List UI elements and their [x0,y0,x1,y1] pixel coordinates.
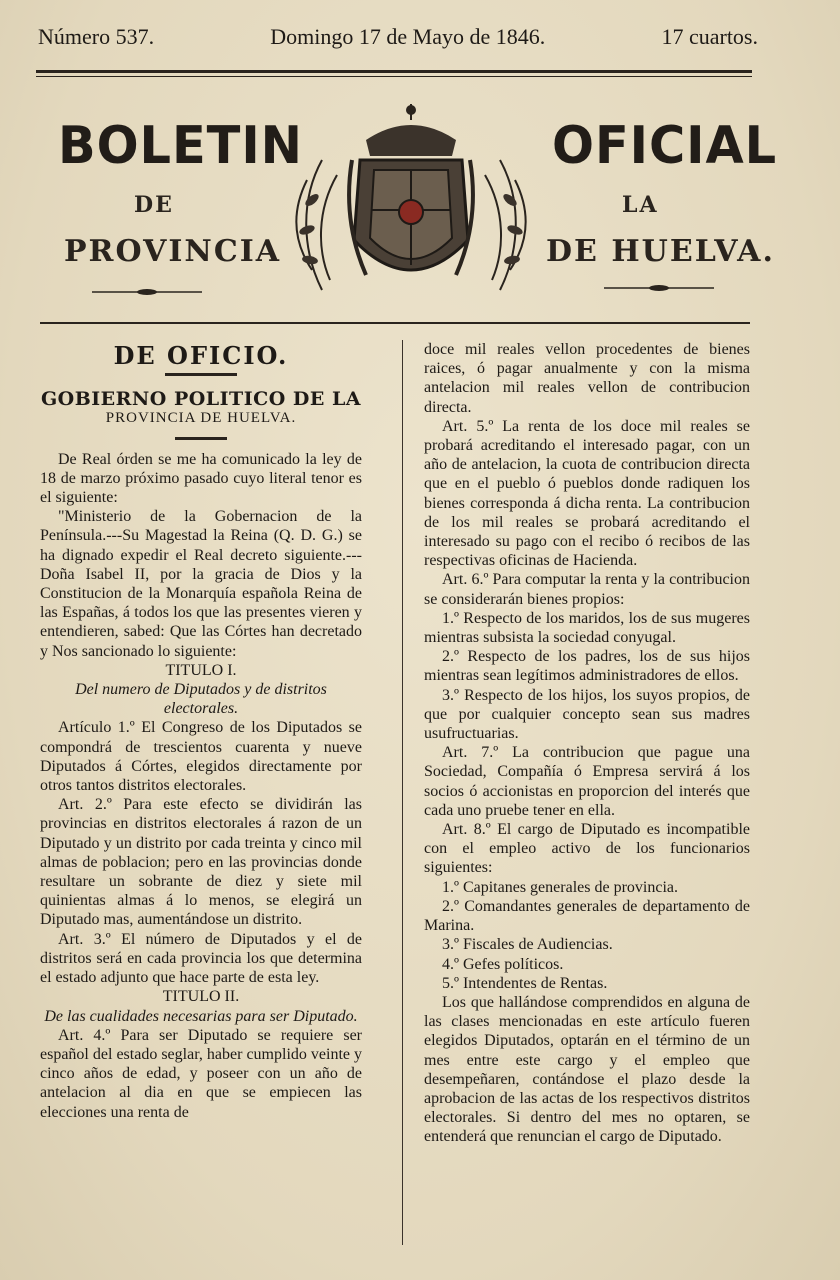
article-8: Art. 8.º El cargo de Diputado es incompatible con el empleo activo de los funcionarios siguientes: [424,821,750,877]
article-6-item-2: 2.º Respecto de los padres, los de sus hijos mientras sean legítimos administradores de ellos. [424,648,750,685]
article-5: Art. 5.º La renta de los doce mil reales se probará acreditando el interesado pagar, con un año de antelacion, la cuota de contribucion directa que en el pueblo ó pueblos donde radiquen los bienes corresponda á dicha renta. La contribucion de los mil reales se probará acreditando el interesado su pago con el recibo ó recibos de las respectivas oficinas de Hacienda. [424,417,750,570]
titulo-2: TITULO II. [162,988,240,1006]
article-4: Art. 4.º Para ser Diputado se requiere ser español del estado seglar, haber cumplido veinte y cinco años de edad, y poseer con un año de antelacion al dia en que se empiecen las elecciones una renta de [40,1026,362,1121]
issue-date: Domingo 17 de Mayo de 1846. [270,24,546,49]
masthead-title-right: OFICIAL [552,116,778,176]
masthead-la: LA [622,192,659,218]
ministerio-paragraph: "Ministerio de la Gobernacion de la Península.---Su Magestad la Reina (Q. D. G.) se ha dignado expedir el Real decreto siguiente.---Doña Isabel II, por la gracia de Dios y la Constitucion de la Monarquía española Reina de las Españas, á todos los que las presentes vieren y entendieren, sabed: Que las Córtes han decretado y Nos sancionado lo siguiente: [40,508,362,660]
top-rule [36,70,752,73]
ornament-left [92,288,202,296]
section-heading: DE OFICIO. [113,341,289,370]
article-8-item-2: 2.º Comandantes generales de departamento de Marina. [424,897,750,935]
article-6-item-3: 3.º Respecto de los hijos, los suyos propios, de que por cualquier concepto sean sus madres usufructuarias. [424,686,750,743]
article-6-item-1: 1.º Respecto de los maridos, los de sus mugeres mientras subsista la sociedad conyugal. [424,609,750,647]
right-column [424,340,750,1147]
article-2: Art. 2.º Para este efecto se dividirán las provincias en distritos electorales á razon de un Diputado y un distrito por cada treinta y cinco mil almas de poblacion; pero en las provincias donde resultare un sobrante de diez y siete mil quinientas almas á lo menos, se elegirá un Diputado mas, aumentándose un distrito. [40,796,362,929]
provincia-heading: PROVINCIA DE HUELVA. [105,410,297,427]
article-3: Art. 3.º El número de Diputados y el de distritos será en cada provincia los que determina el estado adjunto que hace parte de esta ley. [40,930,362,987]
article-8-item-5: 5.º Intendentes de Rentas. [442,974,608,992]
masthead-provincia: PROVINCIA [64,234,282,269]
masthead-de: DE [134,192,174,218]
issue-price: 17 cuartos. [661,24,758,49]
article-7: Art. 7.º La contribucion que pague una Sociedad, Compañía ó Empresa servirá á los socios ó accionistas en proporcion del interés que cada uno pruebe tener en ella. [424,744,750,819]
ornament-right [604,284,714,292]
article-1: Artículo 1.º El Congreso de los Diputados se compondrá de trescientos cuarenta y nueve Diputados á Córtes, elegidos directamente por otros tantos distritos electorales. [40,719,362,795]
article-8-item-4: 4.º Gefes políticos. [442,955,564,973]
masthead-de-huelva: DE HUELVA. [546,234,775,269]
article-6: Art. 6.º Para computar la renta y la contribucion se considerarán bienes propios: [424,571,750,608]
titulo-1: TITULO I. [165,661,237,679]
gobierno-heading: GOBIERNO POLITICO DE LA [40,388,362,411]
section-underline [165,373,237,376]
issue-header [38,24,758,50]
coat-of-arms-icon [282,100,540,310]
issue-number: Número 537. [38,24,155,49]
titulo-2-subtitle: De las cualidades necesarias para ser Diputado. [44,1007,358,1025]
final-paragraph: Los que hallándose comprendidos en alguna de las clases mencionadas en este artículo fueren elegidos Diputados, optarán en el término de un mes entre este cargo y el empleo que desempeñaren, contándose el plazo desde la aprobacion de las actas de los respectivos distritos electorales. Si dentro del mes no optaren, se entenderá que renuncian el cargo de Diputado. [424,993,750,1146]
column-divider [402,340,403,1245]
article-8-item-3: 3.º Fiscales de Audiencias. [442,936,613,954]
titulo-1-subtitle: Del numero de Diputados y de distritos electorales. [75,681,327,718]
masthead-rule [40,322,750,324]
left-column [40,342,362,1122]
top-rule-thin [36,76,752,77]
intro-paragraph: De Real órden se me ha comunicado la ley de 18 de marzo próximo pasado cuyo literal tenor es el siguiente: [40,450,362,507]
article-8-item-1: 1.º Capitanes generales de provincia. [442,878,678,896]
heading-underline [175,437,227,440]
masthead-title-left: BOLETIN [58,116,303,176]
continuation-paragraph: doce mil reales vellon procedentes de bienes raices, ó pagar anualmente y con la misma antelacion mil reales vellon de contribucion directa. [424,341,750,416]
